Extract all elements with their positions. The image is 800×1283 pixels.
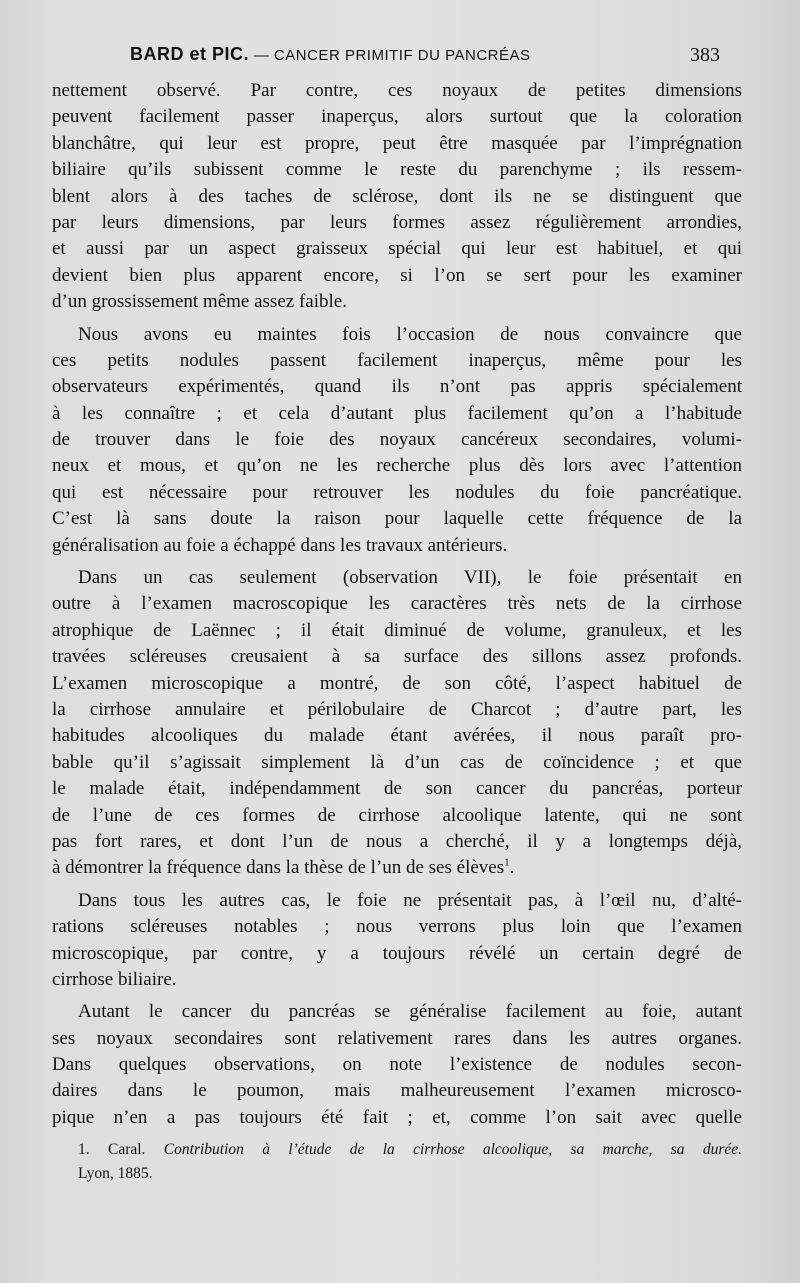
text-line: C’est là sans doute la raison pour laquelle cette fréquence de la bbox=[52, 508, 742, 530]
footnote-author: Caral. bbox=[107, 1141, 146, 1158]
text-line: de l’une de ces formes de cirrhose alcoolique latente, qui ne sont bbox=[52, 804, 742, 826]
text-line: travées scléreuses creusaient à sa surface des sillons assez profonds. bbox=[52, 646, 742, 668]
text-line: outre à l’examen macroscopique les caractères très nets de la cirrhose bbox=[52, 593, 742, 615]
running-header bbox=[130, 44, 720, 72]
text-line bbox=[52, 855, 742, 881]
body-text bbox=[52, 78, 742, 1131]
footnote-line bbox=[78, 1162, 742, 1186]
footnote-marker: 1 bbox=[504, 857, 510, 869]
paragraph-3 bbox=[52, 565, 742, 882]
text-line: Dans un cas seulement (observation VII), le foie présentait en bbox=[78, 567, 742, 589]
text-line: rations scléreuses notables ; nous verrons plus loin que l’examen bbox=[52, 916, 742, 938]
text-line: cirrhose biliaire. bbox=[52, 968, 177, 990]
footnote bbox=[78, 1138, 742, 1186]
text-line: ces petits nodules passent facilement inaperçus, même pour les bbox=[52, 349, 742, 371]
text-line: daires dans le poumon, mais malheureusement l’examen microsco- bbox=[52, 1080, 742, 1102]
text-line: neux et mous, et qu’on ne les recherche plus dès lors avec l’attention bbox=[52, 455, 742, 477]
header-title: — CANCER PRIMITIF DU PANCRÉAS bbox=[253, 47, 531, 64]
paragraph-2 bbox=[52, 322, 742, 560]
text-line: habitudes alcooliques du malade étant avérées, il nous paraît pro- bbox=[52, 725, 742, 747]
text-line: à les connaître ; et cela d’autant plus facilement qu’on a l’habitude bbox=[52, 402, 742, 424]
page-number: 383 bbox=[690, 44, 720, 66]
text-line: Dans quelques observations, on note l’existence de nodules secon- bbox=[52, 1054, 742, 1076]
text-line-content: à démontrer la fréquence dans la thèse de l’un de ses élèves bbox=[52, 857, 505, 879]
text-line: par leurs dimensions, par leurs formes assez régulièrement arrondies, bbox=[52, 211, 742, 233]
paragraph-1 bbox=[52, 78, 742, 316]
footnote-number: 1. bbox=[78, 1141, 90, 1158]
text-line: biliaire qu’ils subissent comme le reste du parenchyme ; ils ressem- bbox=[52, 159, 742, 181]
text-line: la cirrhose annulaire et périlobulaire de Charcot ; d’autre part, les bbox=[52, 698, 742, 720]
text-line: atrophique de Laënnec ; il était diminué de volume, granuleux, et les bbox=[52, 619, 742, 641]
text-line: observateurs expérimentés, quand ils n’ont pas appris spécialement bbox=[52, 376, 742, 398]
text-line: de trouver dans le foie des noyaux cancéreux secondaires, volumi- bbox=[52, 429, 742, 451]
text-line: microscopique, par contre, y a toujours révélé un certain degré de bbox=[52, 942, 742, 964]
text-line: Dans tous les autres cas, le foie ne présentait pas, à l’œil nu, d’alté- bbox=[78, 889, 742, 911]
text-line: pas fort rares, et dont l’un de nous a cherché, il y a longtemps déjà, bbox=[52, 830, 742, 852]
text-line: blanchâtre, qui leur est propre, peut être masquée par l’imprégnation bbox=[52, 132, 742, 154]
text-line: et aussi par un aspect graisseux spécial qui leur est habituel, et qui bbox=[52, 238, 742, 260]
sentence-end: . bbox=[509, 857, 515, 879]
text-line: nettement observé. Par contre, ces noyaux de petites dimensions bbox=[52, 80, 742, 101]
text-line: d’un grossissement même assez faible. bbox=[52, 291, 347, 313]
text-line: qui est nécessaire pour retrouver les nodules du foie pancréatique. bbox=[52, 481, 742, 503]
text-line: blent alors à des taches de sclérose, dont ils ne se distinguent que bbox=[52, 185, 742, 207]
header-authors: BARD et PIC. bbox=[130, 44, 250, 64]
text-line: Nous avons eu maintes fois l’occasion de nous convaincre que bbox=[78, 323, 742, 345]
text-line: devient bien plus apparent encore, si l’on se sert pour les examiner bbox=[52, 264, 742, 286]
text-line: Autant le cancer du pancréas se généralise facilement au foie, autant bbox=[78, 1001, 742, 1023]
text-line: peuvent facilement passer inaperçus, alors surtout que la coloration bbox=[52, 106, 742, 128]
paragraph-4 bbox=[52, 888, 742, 994]
text-line: ses noyaux secondaires sont relativement rares dans les autres organes. bbox=[52, 1027, 742, 1049]
text-line: bable qu’il s’agissait simplement là d’un cas de coïncidence ; et que bbox=[52, 751, 742, 773]
footnote-place-year: Lyon, 1885. bbox=[78, 1165, 153, 1182]
text-line: L’examen microscopique a montré, de son côté, l’aspect habituel de bbox=[52, 672, 742, 694]
paragraph-5 bbox=[52, 999, 742, 1131]
footnote-title: Contribution à l’étude de la cirrhose alcoolique, sa marche, sa durée. bbox=[163, 1141, 743, 1158]
text-line: pique n’en a pas toujours été fait ; et, comme l’on sait avec quelle bbox=[52, 1106, 742, 1128]
footnote-line bbox=[78, 1138, 742, 1162]
text-line: le malade était, indépendamment de son cancer du pancréas, porteur bbox=[52, 778, 742, 800]
text-line: généralisation au foie a échappé dans les travaux antérieurs. bbox=[52, 534, 508, 556]
